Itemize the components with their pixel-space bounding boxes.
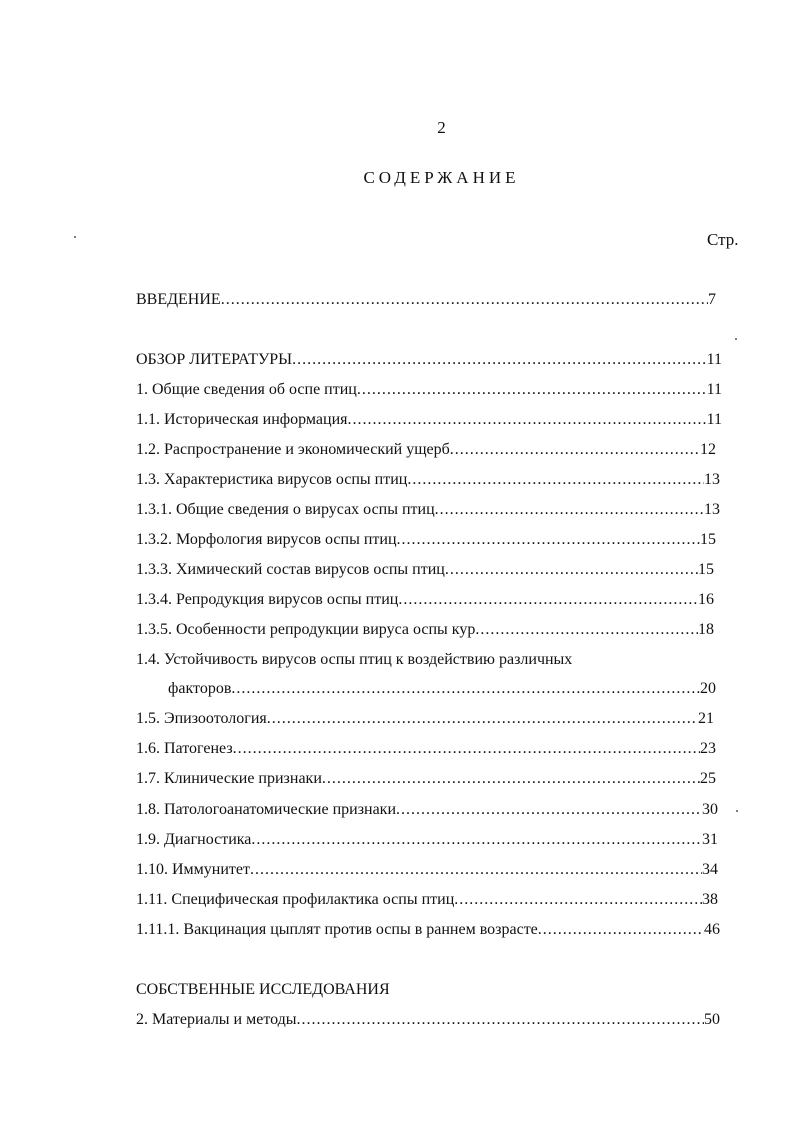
toc-entry-text: 2. Материалы и методы [136, 1011, 297, 1028]
toc-entry-page: 13 [704, 501, 720, 518]
page-number: 2 [437, 118, 446, 137]
page-column-label: Стр. [707, 230, 739, 249]
toc-leader-dots [231, 679, 700, 699]
toc-entry-text: 1.2. Распространение и экономический ущерб [136, 441, 450, 458]
toc-entry-text: 1.7. Клинические признаки [136, 770, 322, 787]
toc-entry-text: 1.3.1. Общие сведения о вирусах оспы птиц [136, 501, 435, 518]
toc-entry-page: 12 [700, 441, 716, 458]
toc-entry-materials [136, 1010, 720, 1030]
scan-speck [74, 236, 76, 238]
toc-entry-introduction [136, 290, 716, 310]
scan-speck [736, 810, 738, 812]
toc-leader-dots [398, 590, 698, 610]
toc-entry [136, 890, 718, 910]
toc-entry [136, 410, 722, 430]
toc-entry-page: 23 [700, 740, 716, 757]
scan-speck [735, 338, 737, 340]
document-title: СОДЕРЖАНИЕ [363, 168, 520, 187]
toc-leader-dots [454, 890, 702, 910]
toc-entry [136, 709, 714, 729]
toc-entry-text: 1.3. Характеристика вирусов оспы птиц [136, 471, 408, 488]
toc-entry [136, 380, 722, 400]
toc-entry-page: 11 [706, 351, 722, 368]
toc-entry-text: 1.11. Специфическая профилактика оспы птиц [136, 891, 455, 908]
toc-entry-page: 15 [698, 561, 714, 578]
toc-entry [136, 440, 716, 460]
toc-entry-page: 20 [700, 680, 716, 697]
toc-entry [136, 500, 720, 520]
toc-entry-text: 1.1. Историческая информация [136, 411, 348, 428]
toc-leader-dots [250, 860, 702, 880]
toc-entry-page: 50 [704, 1011, 720, 1028]
toc-leader-dots [538, 920, 704, 940]
toc-entry-page: 7 [708, 291, 716, 308]
toc-entry-page: 13 [704, 471, 720, 488]
toc-leader-dots [251, 830, 702, 850]
toc-entry-literature-review [136, 350, 722, 370]
toc-leader-dots [297, 1010, 704, 1030]
toc-leader-dots [475, 620, 698, 640]
toc-entry-page: 30 [702, 801, 718, 818]
toc-leader-dots [221, 290, 708, 310]
toc-entry-page: 16 [698, 591, 714, 608]
toc-entry-text: 1. Общие сведения об оспе птиц [136, 381, 357, 398]
toc-entry-page: 11 [706, 411, 722, 428]
toc-entry [136, 920, 720, 940]
toc-leader-dots [233, 739, 700, 759]
toc-entry-text: ВВЕДЕНИЕ [136, 291, 221, 308]
toc-entry [136, 530, 716, 550]
toc-section-own-research: СОБСТВЕННЫЕ ИССЛЕДОВАНИЯ [136, 981, 390, 998]
toc-entry [136, 739, 716, 759]
toc-entry-text: 1.10. Иммунитет [136, 861, 251, 878]
toc-entry [136, 470, 720, 490]
toc-entry [136, 800, 718, 820]
toc-entry-wrapped-continuation [168, 679, 716, 699]
toc-entry-page: 46 [704, 921, 720, 938]
toc-entry [136, 620, 714, 640]
toc-entry-text: 1.3.3. Химический состав вирусов оспы птиц [136, 561, 445, 578]
toc-entry-text: 1.6. Патогенез [136, 740, 233, 757]
toc-leader-dots [397, 530, 700, 550]
toc-entry-page: 34 [702, 861, 718, 878]
toc-entry [136, 860, 718, 880]
toc-entry-text: ОБЗОР ЛИТЕРАТУРЫ [136, 351, 293, 368]
toc-leader-dots [322, 769, 700, 789]
toc-leader-dots [445, 560, 698, 580]
toc-leader-dots [435, 500, 704, 520]
toc-entry-text: 1.3.5. Особенности репродукции вируса оспы кур [136, 621, 476, 638]
toc-entry [136, 769, 716, 789]
toc-entry-page: 25 [700, 770, 716, 787]
toc-entry-page: 15 [700, 531, 716, 548]
toc-entry-page: 18 [698, 621, 714, 638]
toc-leader-dots [357, 380, 707, 400]
toc-entry-page: 11 [706, 381, 722, 398]
toc-entry-text: 1.5. Эпизоотология [136, 710, 267, 727]
toc-entry-page: 21 [698, 710, 714, 727]
toc-entry-text: 1.3.2. Морфология вирусов оспы птиц [136, 531, 397, 548]
toc-leader-dots [396, 800, 702, 820]
toc-entry [136, 590, 714, 610]
toc-entry-text: 1.9. Диагностика [136, 831, 252, 848]
toc-leader-dots [450, 440, 700, 460]
toc-entry-text: 1.8. Патологоанатомические признаки [136, 801, 397, 818]
toc-entry-text: факторов [168, 680, 232, 697]
toc-entry [136, 560, 714, 580]
toc-leader-dots [407, 470, 704, 490]
toc-entry-text: 1.3.4. Репродукция вирусов оспы птиц [136, 591, 399, 608]
toc-entry-page: 31 [702, 831, 718, 848]
toc-leader-dots [348, 410, 707, 430]
toc-leader-dots [292, 350, 706, 370]
toc-entry-wrapped-first-line: 1.4. Устойчивость вирусов оспы птиц к воздействию различных [136, 651, 573, 668]
toc-leader-dots [267, 709, 698, 729]
toc-entry-text: 1.11.1. Вакцинация цыплят против оспы в раннем возрасте [136, 921, 538, 938]
toc-entry-page: 38 [702, 891, 718, 908]
toc-entry [136, 830, 718, 850]
